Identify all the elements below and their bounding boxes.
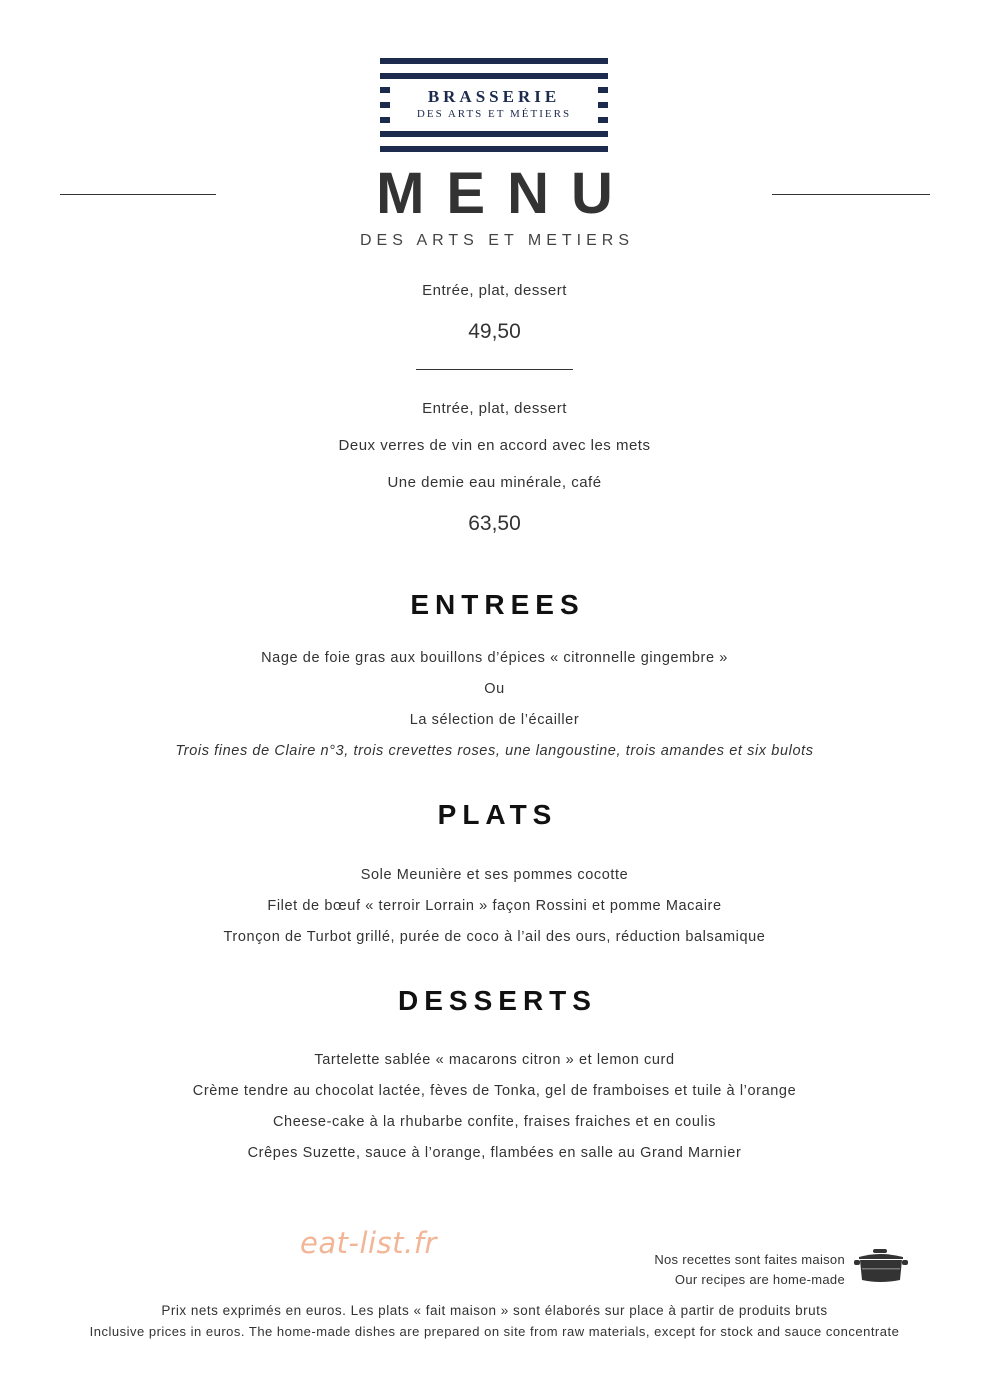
- menu-item: Cheese-cake à la rhubarbe confite, fraises fraiches et en coulis: [272, 1114, 716, 1130]
- casserole-pot-icon: [853, 1247, 909, 1285]
- logo-subname: DES ARTS ET MÉTIERS: [416, 108, 572, 120]
- homemade-note-en: Our recipes are home-made: [674, 1272, 845, 1287]
- menu-item: Nage de foie gras aux bouillons d’épices « citronnelle gingembre »: [261, 650, 728, 666]
- section-heading-desserts: DESSERTS: [398, 985, 597, 1016]
- brasserie-logo: [380, 58, 608, 152]
- formula1-label: Entrée, plat, dessert: [422, 282, 567, 299]
- formula1-price: 49,50: [468, 320, 521, 343]
- menu-item: Tartelette sablée « macarons citron » et lemon curd: [314, 1052, 675, 1068]
- menu-item: Filet de bœuf « terroir Lorrain » façon Rossini et pomme Macaire: [267, 898, 722, 914]
- menu-item-description: Trois fines de Claire n°3, trois crevettes roses, une langoustine, trois amandes et six bulots: [175, 743, 814, 759]
- formula2-line: Entrée, plat, dessert: [422, 400, 567, 417]
- menu-item: Sole Meunière et ses pommes cocotte: [360, 867, 629, 883]
- formula2-line: Deux verres de vin en accord avec les mets: [338, 437, 651, 454]
- page-title: MENU: [376, 161, 635, 226]
- page-subtitle: DES ARTS ET METIERS: [359, 232, 634, 249]
- formula2-price: 63,50: [468, 512, 521, 535]
- footer-en: Inclusive prices in euros. The home-made dishes are prepared on site from raw materials, except for stock and sauce concentrate: [89, 1324, 900, 1339]
- menu-item: Crème tendre au chocolat lactée, fèves de Tonka, gel de framboises et tuile à l’orange: [192, 1083, 797, 1099]
- menu-item: Ou: [484, 681, 505, 697]
- homemade-note-fr: Nos recettes sont faites maison: [654, 1252, 845, 1267]
- section-heading-plats: PLATS: [437, 799, 558, 830]
- formula-divider: [416, 369, 573, 370]
- menu-item: La sélection de l’écailler: [409, 712, 580, 728]
- logo-name: BRASSERIE: [427, 87, 561, 106]
- formula2-line: Une demie eau minérale, café: [387, 474, 602, 491]
- menu-item: Tronçon de Turbot grillé, purée de coco à l’ail des ours, réduction balsamique: [223, 929, 766, 945]
- watermark: eat-list.fr: [300, 1226, 437, 1260]
- footer-fr: Prix nets exprimés en euros. Les plats « fait maison » sont élaborés sur place à partir de produits bruts: [161, 1303, 828, 1318]
- section-heading-entrees: ENTREES: [410, 589, 585, 620]
- menu-item: Crêpes Suzette, sauce à l’orange, flambées en salle au Grand Marnier: [247, 1145, 742, 1161]
